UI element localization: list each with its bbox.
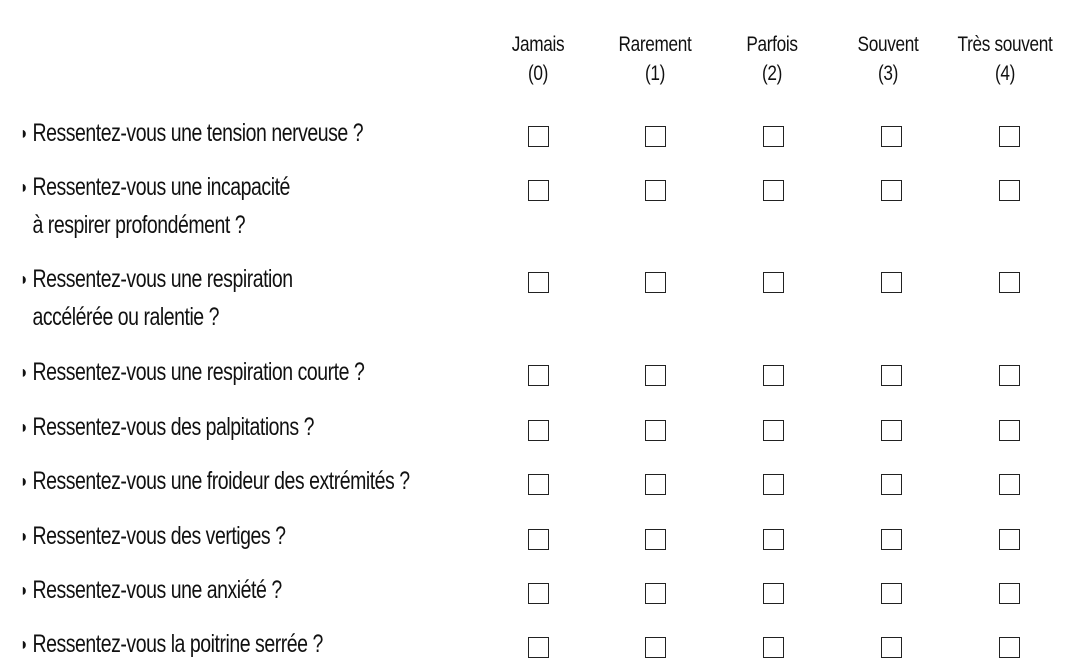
answer-checkbox-0[interactable] bbox=[528, 529, 549, 550]
answer-checkbox-2[interactable] bbox=[763, 637, 784, 658]
answer-checkbox-2[interactable] bbox=[763, 583, 784, 604]
answer-checkbox-0[interactable] bbox=[528, 583, 549, 604]
question-line-1: Ressentez-vous une incapacité bbox=[32, 173, 290, 201]
question-line-1: Ressentez-vous la poitrine serrée ? bbox=[32, 630, 323, 658]
bullet-icon: ◗ bbox=[20, 123, 29, 143]
answer-checkbox-3[interactable] bbox=[881, 272, 902, 293]
question-text bbox=[20, 168, 488, 244]
bullet-icon: ◗ bbox=[20, 526, 29, 546]
answer-checkbox-4[interactable] bbox=[999, 637, 1020, 658]
question-text bbox=[20, 462, 488, 500]
answer-checkbox-0[interactable] bbox=[528, 474, 549, 495]
column-header-rarement bbox=[606, 30, 704, 88]
question-line-1: Ressentez-vous une respiration bbox=[32, 265, 293, 293]
bullet-icon: ◗ bbox=[20, 177, 29, 197]
question-text bbox=[20, 408, 488, 446]
question-text bbox=[20, 625, 488, 663]
answer-checkbox-0[interactable] bbox=[528, 180, 549, 201]
answer-checkbox-0[interactable] bbox=[528, 420, 549, 441]
column-score: (2) bbox=[761, 62, 783, 85]
bullet-icon: ◗ bbox=[20, 362, 29, 382]
answer-checkbox-1[interactable] bbox=[645, 180, 666, 201]
answer-checkbox-4[interactable] bbox=[999, 474, 1020, 495]
answer-checkbox-1[interactable] bbox=[645, 583, 666, 604]
answer-checkbox-3[interactable] bbox=[881, 637, 902, 658]
question-line-2: accélérée ou ralentie ? bbox=[32, 303, 220, 331]
answer-checkbox-1[interactable] bbox=[645, 637, 666, 658]
bullet-icon: ◗ bbox=[20, 634, 29, 654]
answer-checkbox-1[interactable] bbox=[645, 365, 666, 386]
bullet-icon: ◗ bbox=[20, 417, 29, 437]
answer-checkbox-4[interactable] bbox=[999, 420, 1020, 441]
answer-checkbox-2[interactable] bbox=[763, 272, 784, 293]
answer-checkbox-4[interactable] bbox=[999, 583, 1020, 604]
question-line-1: Ressentez-vous des vertiges ? bbox=[32, 522, 286, 550]
column-label: Très souvent bbox=[957, 33, 1053, 56]
answer-checkbox-0[interactable] bbox=[528, 365, 549, 386]
question-line-1: Ressentez-vous une tension nerveuse ? bbox=[32, 119, 364, 147]
column-header-parfois bbox=[723, 30, 821, 88]
answer-checkbox-4[interactable] bbox=[999, 126, 1020, 147]
column-header-tres-souvent bbox=[956, 30, 1054, 88]
answer-checkbox-4[interactable] bbox=[999, 272, 1020, 293]
answer-checkbox-2[interactable] bbox=[763, 180, 784, 201]
bullet-icon: ◗ bbox=[20, 471, 29, 491]
answer-checkbox-3[interactable] bbox=[881, 420, 902, 441]
answer-checkbox-1[interactable] bbox=[645, 529, 666, 550]
answer-checkbox-0[interactable] bbox=[528, 637, 549, 658]
answer-checkbox-3[interactable] bbox=[881, 583, 902, 604]
answer-checkbox-4[interactable] bbox=[999, 180, 1020, 201]
answer-checkbox-2[interactable] bbox=[763, 420, 784, 441]
question-text bbox=[20, 571, 488, 609]
column-label: Parfois bbox=[746, 33, 798, 56]
question-text bbox=[20, 353, 488, 391]
answer-checkbox-3[interactable] bbox=[881, 180, 902, 201]
column-label: Jamais bbox=[511, 33, 565, 56]
answer-checkbox-1[interactable] bbox=[645, 474, 666, 495]
column-score: (0) bbox=[527, 62, 549, 85]
answer-checkbox-2[interactable] bbox=[763, 365, 784, 386]
column-header-souvent bbox=[839, 30, 937, 88]
column-score: (3) bbox=[877, 62, 899, 85]
answer-checkbox-4[interactable] bbox=[999, 529, 1020, 550]
answer-checkbox-1[interactable] bbox=[645, 420, 666, 441]
answer-checkbox-1[interactable] bbox=[645, 126, 666, 147]
question-line-1: Ressentez-vous une froideur des extrémités ? bbox=[32, 467, 410, 495]
answer-checkbox-0[interactable] bbox=[528, 272, 549, 293]
column-label: Souvent bbox=[857, 33, 919, 56]
question-line-1: Ressentez-vous une respiration courte ? bbox=[32, 358, 365, 386]
answer-checkbox-2[interactable] bbox=[763, 474, 784, 495]
answer-checkbox-3[interactable] bbox=[881, 529, 902, 550]
answer-checkbox-2[interactable] bbox=[763, 126, 784, 147]
question-text bbox=[20, 114, 488, 152]
answer-checkbox-3[interactable] bbox=[881, 365, 902, 386]
question-line-1: Ressentez-vous des palpitations ? bbox=[32, 413, 315, 441]
column-score: (4) bbox=[994, 62, 1016, 85]
column-header-row bbox=[0, 30, 1085, 90]
column-score: (1) bbox=[644, 62, 666, 85]
answer-checkbox-2[interactable] bbox=[763, 529, 784, 550]
question-line-2: à respirer profondément ? bbox=[32, 211, 246, 239]
column-label: Rarement bbox=[618, 33, 692, 56]
bullet-icon: ◗ bbox=[20, 580, 29, 600]
answer-checkbox-0[interactable] bbox=[528, 126, 549, 147]
answer-checkbox-3[interactable] bbox=[881, 474, 902, 495]
column-header-jamais bbox=[489, 30, 587, 88]
question-line-1: Ressentez-vous une anxiété ? bbox=[32, 576, 282, 604]
question-text bbox=[20, 260, 488, 336]
answer-checkbox-1[interactable] bbox=[645, 272, 666, 293]
bullet-icon: ◗ bbox=[20, 269, 29, 289]
question-text bbox=[20, 517, 488, 555]
answer-checkbox-3[interactable] bbox=[881, 126, 902, 147]
answer-checkbox-4[interactable] bbox=[999, 365, 1020, 386]
